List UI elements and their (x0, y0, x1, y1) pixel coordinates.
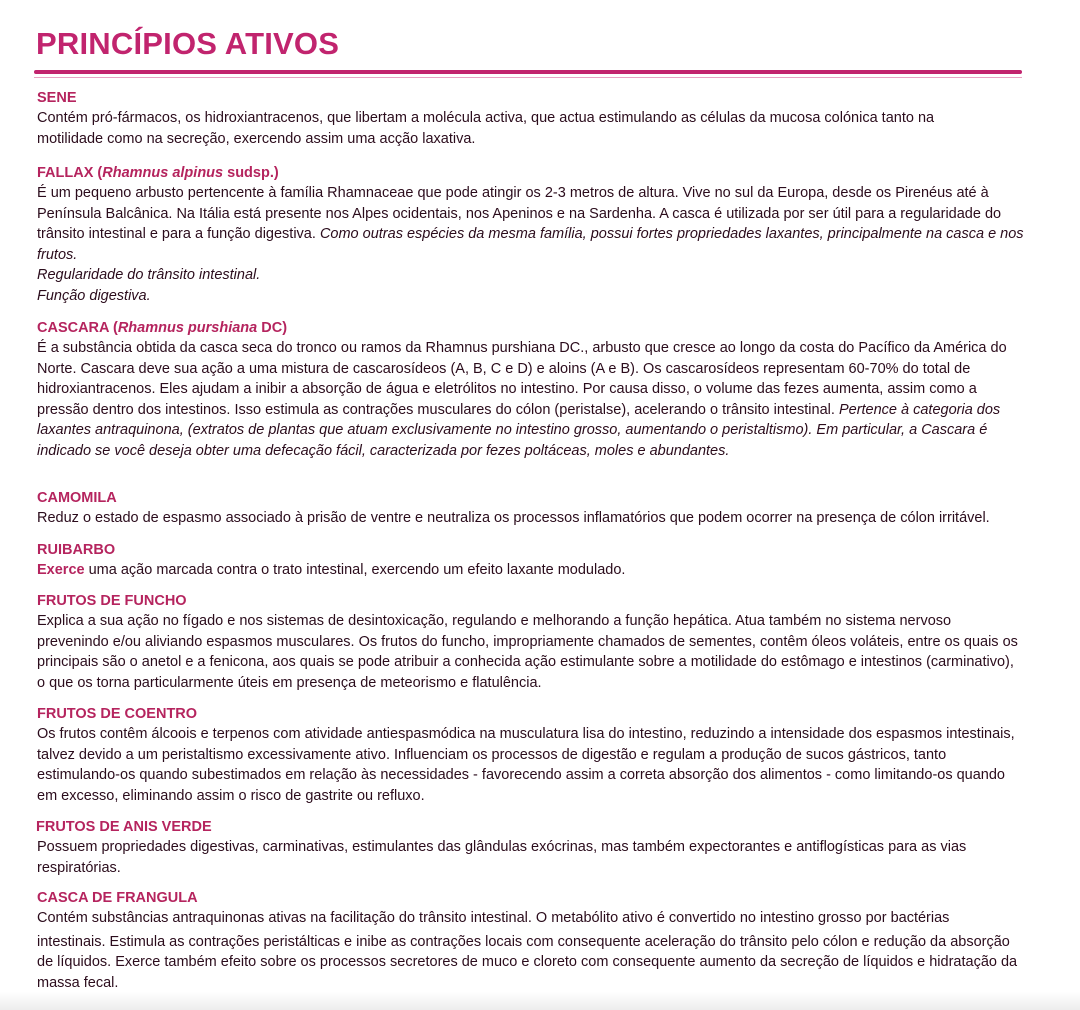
section-heading-frangula: CASCA DE FRANGULA (37, 890, 198, 906)
section-heading-funcho: FRUTOS DE FUNCHO (37, 593, 187, 609)
section-heading-fallax: FALLAX (Rhamnus alpinus sudsp.) (37, 165, 279, 181)
section-fallax (37, 163, 1037, 306)
section-camomila (37, 488, 1037, 529)
section-text-frangula: Contém substâncias antraquinonas ativas na facilitação do trânsito intestinal. O metabólito ativo é convertido no intestino grosso por bactérias intestinais. Estimula as contrações peristálticas e inibe as contrações locais com consequente aceleração do trânsito pelo cólon e redução da absorção de líquidos. Exerce também efeito sobre os processos secretores de muco e cloreto com consequente aumento da secreção de líquidos e hidratação da massa fecal. (37, 910, 1018, 991)
section-cascara (37, 318, 1037, 461)
title-underline (34, 70, 1022, 74)
section-text-cascara: É a substância obtida da casca seca do tronco ou ramos da Rhamnus purshiana DC., arbusto que cresce ao longo da costa do Pacífico da América do Norte. Cascara deve sua ação a uma mistura de cascarosídeos (A, B, C e D) e aloins (A e B). Os cascarosídeos representam 60-70% do total de hidroxiantracenos. Eles ajudam a inibir a absorção de água e eletrólitos no intestino. Por causa disso, o volume das fezes aumenta, assim como a pressão dentro dos intestinos. Isso estimula as contrações musculares do cólon (peristalse), acelerando o trânsito intestinal. Pertence à categoria dos laxantes antraquinona, (extratos de plantas que atuam exclusivamente no intestino grosso, aumentando o peristaltismo). Em particular, a Cascara é indicado se você deseja obter uma defecação fácil, caracterizada por fezes poltáceas, moles e abundantes. (37, 340, 1007, 459)
section-text-anis: Possuem propriedades digestivas, carminativas, estimulantes das glândulas exócrinas, mas também expectorantes e antiflogísticas para as vias respiratórias. (37, 839, 967, 876)
section-text-coentro: Os frutos contêm álcoois e terpenos com atividade antiespasmódica na musculatura lisa do intestino, reduzindo a intensidade dos espasmos intestinais, talvez devido a um peristaltismo excessivamente ativo. Influenciam os processos de digestão e regulam a produção de sucos gástricos, tanto estimulando-os quando subestimados em relação às necessidades - favorecendo assim a correta absorção dos alimentos - como limitando-os quando em excesso, eliminando assim o risco de gastrite ou refluxo. (37, 726, 1015, 804)
latin-name: Rhamnus alpinus (102, 165, 224, 181)
section-heading-camomila: CAMOMILA (37, 490, 117, 506)
section-coentro (37, 704, 1037, 806)
bottom-fade (0, 992, 1080, 1010)
section-sene (37, 88, 1037, 149)
section-heading-sene: SENE (37, 90, 77, 106)
section-text-funcho: Explica a sua ação no fígado e nos sistemas de desintoxicação, regulando e melhorando a função hepática. Atua também no sistema nervoso prevenindo e/ou aliviando espasmos musculares. Os frutos do funcho, impropriamente chamados de sementes, contêm óleos voláteis, entre os quais os principais são o anetol e a fenicona, aos quais se pode atribuir a conhecida ação estimulante sobre a motilidade do estômago e intestinos (carminativo), o que os torna particularmente úteis em presença de meteorismo e flatulência. (37, 613, 1018, 691)
section-frangula (37, 888, 1037, 993)
fallax-benefit-1: Regularidade do trânsito intestinal. (37, 267, 261, 283)
section-heading-anis: FRUTOS DE ANIS VERDE (36, 819, 212, 835)
section-heading-coentro: FRUTOS DE COENTRO (37, 706, 198, 722)
fallax-benefit-2: Função digestiva. (37, 287, 151, 304)
page-title: PRINCÍPIOS ATIVOS (36, 26, 340, 61)
section-text-ruibarbo: Exerce uma ação marcada contra o trato intestinal, exercendo um efeito laxante modulado. (37, 562, 626, 578)
section-text-fallax: É um pequeno arbusto pertencente à família Rhamnaceae que pode atingir os 2-3 metros de altura. Vive no sul da Europa, desde os Pirenéus até à Península Balcânica. Na Itália está presente nos Alpes ocidentais, nos Apeninos e na Sardenha. A casca é utilizada por ser útil para a regularidade do trânsito intestinal e para a função digestiva. Como outras espécies da mesma família, possui fortes propriedades laxantes, principalmente na casca e nos frutos. Regularidade do trânsito intestinal. Função digestiva. (37, 183, 1032, 306)
section-heading-cascara: CASCARA (Rhamnus purshiana DC) (37, 320, 288, 336)
section-text-camomila: Reduz o estado de espasmo associado à prisão de ventre e neutraliza os processos inflamatórios que podem ocorrer na presença de cólon irritável. (37, 510, 990, 526)
section-funcho (37, 591, 1037, 693)
section-ruibarbo (37, 540, 1037, 581)
title-underline-shadow (34, 77, 1022, 78)
section-heading-ruibarbo: RUIBARBO (37, 542, 116, 558)
section-anis (36, 817, 1036, 878)
section-text-sene: Contém pró-fármacos, os hidroxiantracenos, que libertam a molécula activa, que actua estimulando as células da mucosa colónica tanto na motilidade como na secreção, exercendo assim uma acção laxativa. (37, 110, 935, 147)
latin-name: Rhamnus purshiana (117, 320, 258, 336)
